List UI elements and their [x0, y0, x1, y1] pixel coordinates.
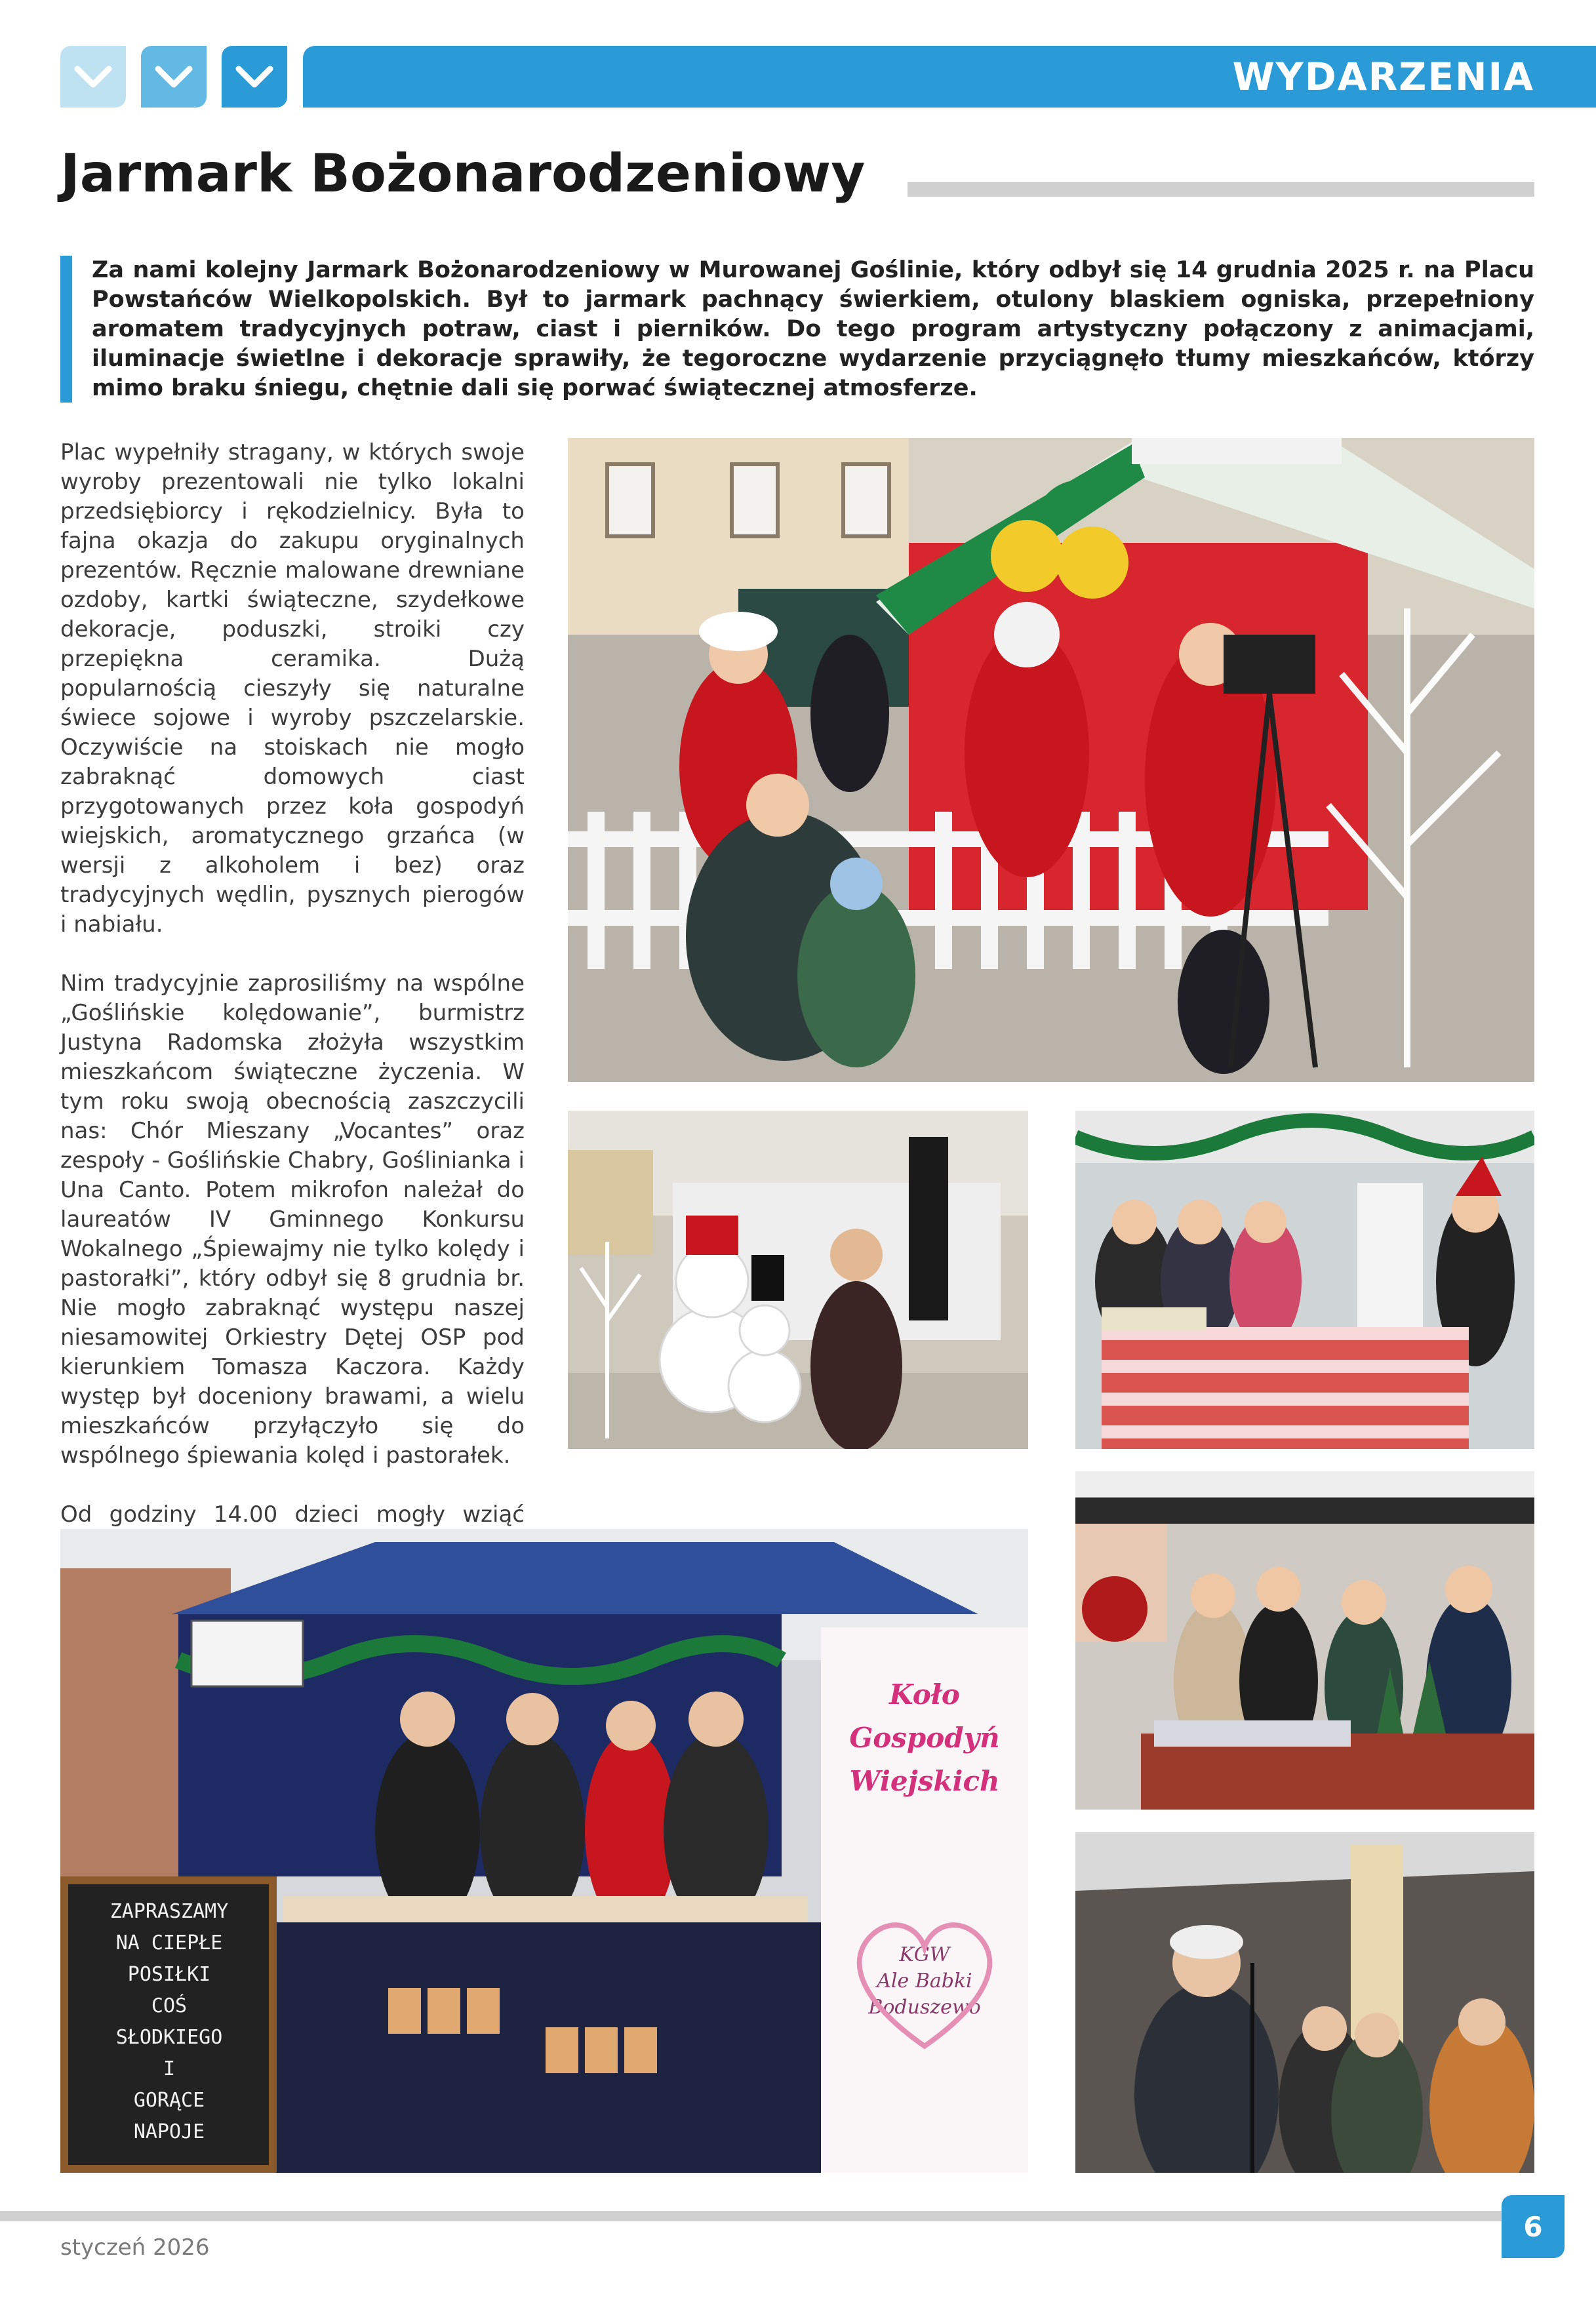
chalkboard-text — [77, 1896, 261, 2148]
heart-line: KGW — [899, 1943, 950, 1966]
banner-line: Koło — [889, 1678, 960, 1711]
body-paragraph: Plac wypełniły stragany, w których swoje wyroby prezentowali nie tylko lokalni przedsiębiorcy i rękodzielnicy. Była to fajna okazja do zakupu oryginalnych prezentów. Ręcznie malowane drewniane ozdoby, kartki świąteczne, szydełkowe dekoracje, poduszki, stroiki czy przepiękna ceramika. Dużą popularnością cieszyły się naturalne świece sojowe i wyroby pszczelarskie. Oczywiście na stoiskach nie mogło zabraknąć domowych ciast przygotowanych przez koła gospodyń wiejskich, aromatycznego grzańca (w wersji z alkoholem i bez) oraz tradycyjnych wędlin, pysznych pierogów i nabiału. — [60, 439, 525, 938]
body-paragraph: Od godziny 14.00 dzieci mogły wziąć — [60, 1501, 525, 1528]
section-header-bar — [303, 46, 1596, 108]
article-title: Jarmark Bożonarodzeniowy — [60, 143, 866, 204]
chalk-line: I — [163, 2057, 176, 2080]
body-paragraph: Nim tradycyjnie zaprosiliśmy na wspólne „Goślińskie kolędowanie”, burmistrz Justyna Radomska złożyła wszystkim mieszkańcom świąteczne życzenia. W tym roku swoją obecnością zaszczycili nas: Chór Mieszany „Vocantes” oraz zespoły - Goślińskie Chabry, Goślinianka i Una Canto. Potem mikrofon należał do laureatów IV Gminnego Konkursu Wokalnego „Śpiewajmy nie tylko kolędy i pastorałki”, który odbył się 8 grudnia br. Nie mogło zabraknąć występu naszej niesamowitej Orkiestry Dętej OSP pod kierunkiem Tomasza Kaczora. Każdy występ był doceniony brawami, a wielu mieszkańców przyłączyło się do wspólnego śpiewania kolęd i pastorałek. — [60, 970, 525, 1469]
chalk-line: POSIŁKI — [127, 1963, 211, 1986]
banner-line: Wiejskich — [849, 1765, 1000, 1797]
banner-line: Gospodyń — [849, 1722, 1000, 1754]
photo-crafts-stall — [1075, 1471, 1534, 1810]
article-lead: Za nami kolejny Jarmark Bożonarodzeniowy w Murowanej Goślinie, który odbył się 14 grudnia 2025 r. na Placu Powstańców Wielkopolskich. Był to jarmark pachnący świerkiem, otulony blaskiem ogniska, przepełniony aromatem tradycyjnych potraw, ciast i pierników. Do tego program artystyczny połączony z animacjami, iluminacje świetlne i dekoracje sprawiły, że tegoroczne wydarzenie przyciągnęło tłumy mieszkańców, którzy mimo braku śniegu, chętnie dali się porwać świątecznej atmosferze. — [92, 257, 1534, 401]
heart-line: Ale Babki — [877, 1970, 972, 1993]
kgw-banner-text — [834, 1673, 1015, 1803]
kgw-heart-logo — [834, 1896, 1015, 2067]
chalk-line: COŚ — [151, 1994, 188, 2017]
chalk-line: SŁODKIEGO — [115, 2026, 223, 2049]
footer-divider — [0, 2211, 1528, 2221]
heart-line: Boduszewo — [868, 1996, 981, 2019]
photo-stall-ladies — [1075, 1111, 1534, 1449]
section-label: WYDARZENIA — [1232, 54, 1534, 99]
title-divider — [908, 182, 1534, 197]
photo-santa-house — [568, 438, 1534, 1082]
chalk-line: GORĄCE — [133, 2089, 205, 2112]
chevron-down-icon — [60, 46, 126, 108]
chalk-line: NA CIEPŁE — [115, 1932, 223, 1954]
photo-kgw-stall — [60, 1529, 1028, 2173]
photo-choir — [1075, 1832, 1534, 2173]
issue-date: styczeń 2026 — [60, 2234, 210, 2261]
lead-accent-bar — [60, 256, 72, 403]
chevron-down-icon — [141, 46, 207, 108]
chalk-line: ZAPRASZAMY — [110, 1900, 229, 1923]
page-number: 6 — [1502, 2195, 1565, 2258]
chalk-line: NAPOJE — [133, 2120, 205, 2143]
article-body — [60, 438, 525, 1648]
chevron-down-icon — [222, 46, 287, 108]
photo-snowmen-speaker — [568, 1111, 1028, 1449]
